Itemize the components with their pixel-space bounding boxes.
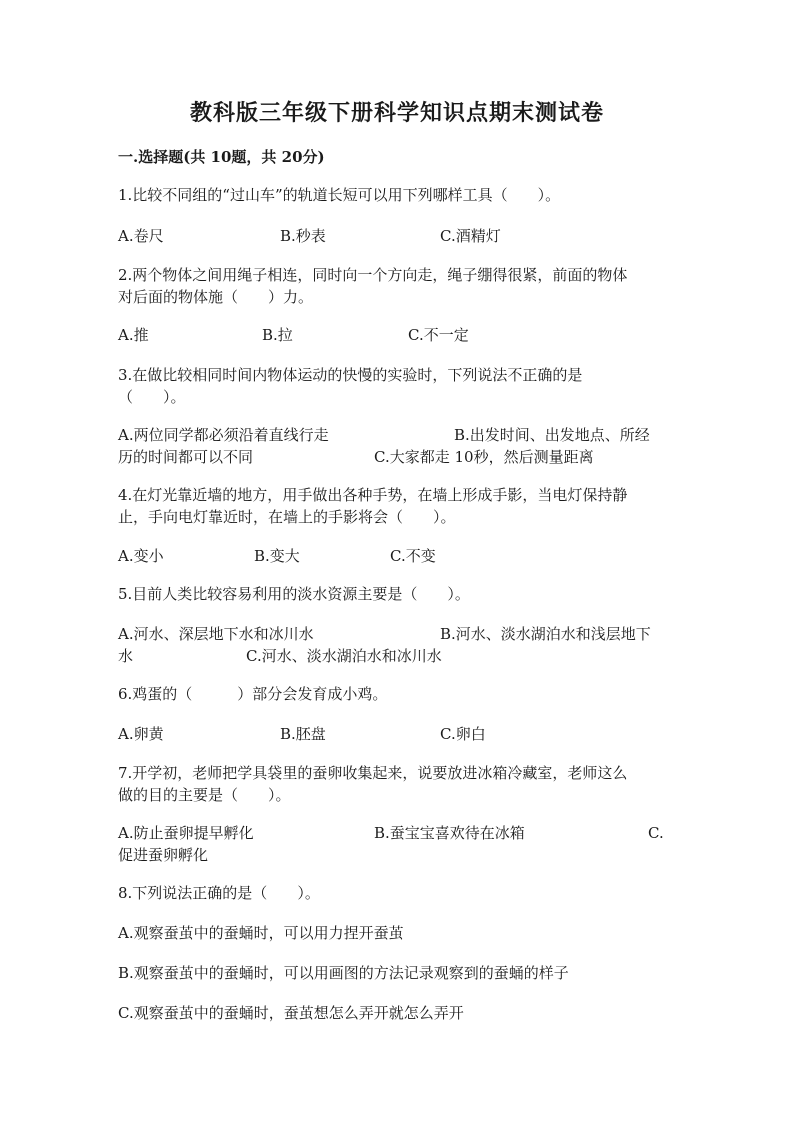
question-8-text: 8.下列说法正确的是（ ）。: [118, 884, 320, 902]
question-2-text-line2: 对后面的物体施（ ）力。: [118, 288, 314, 306]
question-7-option-a: A.防止蚕卵提早孵化: [118, 824, 254, 842]
document-title: 教科版三年级下册科学知识点期末测试卷: [189, 100, 604, 126]
question-8-option-b: B.观察蚕茧中的蚕蛹时，可以用画图的方法记录观察到的蚕蛹的样子: [118, 964, 569, 982]
question-5-text: 5.目前人类比较容易利用的淡水资源主要是（ ）。: [118, 585, 470, 603]
question-8-option-a: A.观察蚕茧中的蚕蛹时，可以用力捏开蚕茧: [118, 924, 404, 942]
question-7-option-b: B.蚕宝宝喜欢待在冰箱: [374, 824, 525, 842]
question-7-option-c: C.: [648, 824, 664, 842]
question-5-option-c: C.河水、淡水湖泊水和冰川水: [246, 647, 442, 665]
question-7-text-line1: 7.开学初，老师把学具袋里的蚕卵收集起来，说要放进冰箱冷藏室，老师这么: [118, 764, 628, 782]
question-3-option-b-continued: 历的时间都可以不同: [118, 448, 254, 466]
question-3-text-line2: （ ）。: [118, 388, 186, 406]
question-3-option-c: C.大家都走 10秒，然后测量距离: [374, 448, 594, 466]
question-6-option-b: B.胚盘: [280, 725, 326, 743]
question-5-option-b-continued: 水: [118, 647, 134, 665]
question-3-option-a: A.两位同学都必须沿着直线行走: [118, 426, 329, 444]
question-1-text: 1.比较不同组的“过山车”的轨道长短可以用下列哪样工具（ ）。: [118, 186, 561, 204]
question-4-text-line1: 4.在灯光靠近墙的地方，用手做出各种手势，在墙上形成手影，当电灯保持静: [118, 486, 628, 504]
section-heading: 一.选择题(共 10题，共 20分): [118, 148, 325, 166]
question-4-text-line2: 止，手向电灯靠近时，在墙上的手影将会（ ）。: [118, 508, 456, 526]
question-8-option-c: C.观察蚕茧中的蚕蛹时，蚕茧想怎么弄开就怎么弄开: [118, 1004, 464, 1022]
question-6-option-c: C.卵白: [440, 725, 486, 743]
question-4-option-c: C.不变: [390, 547, 436, 565]
question-4-option-b: B.变大: [254, 547, 300, 565]
question-5-option-b: B.河水、淡水湖泊水和浅层地下: [440, 625, 651, 643]
question-3-option-b: B.出发时间、出发地点、所经: [454, 426, 650, 444]
question-2-text-line1: 2.两个物体之间用绳子相连，同时向一个方向走，绳子绷得很紧，前面的物体: [118, 266, 628, 284]
question-1-option-b: B.秒表: [280, 227, 326, 245]
question-3-text-line1: 3.在做比较相同时间内物体运动的快慢的实验时，下列说法不正确的是: [118, 366, 583, 384]
question-4-option-a: A.变小: [118, 547, 164, 565]
question-1-option-a: A.卷尺: [118, 227, 164, 245]
question-1-option-c: C.酒精灯: [440, 227, 501, 245]
question-2-option-c: C.不一定: [408, 326, 469, 344]
question-2-option-b: B.拉: [262, 326, 293, 344]
question-6-text: 6.鸡蛋的（ ）部分会发育成小鸡。: [118, 685, 388, 703]
question-7-text-line2: 做的目的主要是（ ）。: [118, 786, 291, 804]
question-6-option-a: A.卵黄: [118, 725, 164, 743]
question-7-option-c-continued: 促进蚕卵孵化: [118, 846, 209, 864]
question-5-option-a: A.河水、深层地下水和冰川水: [118, 625, 314, 643]
question-2-option-a: A.推: [118, 326, 149, 344]
